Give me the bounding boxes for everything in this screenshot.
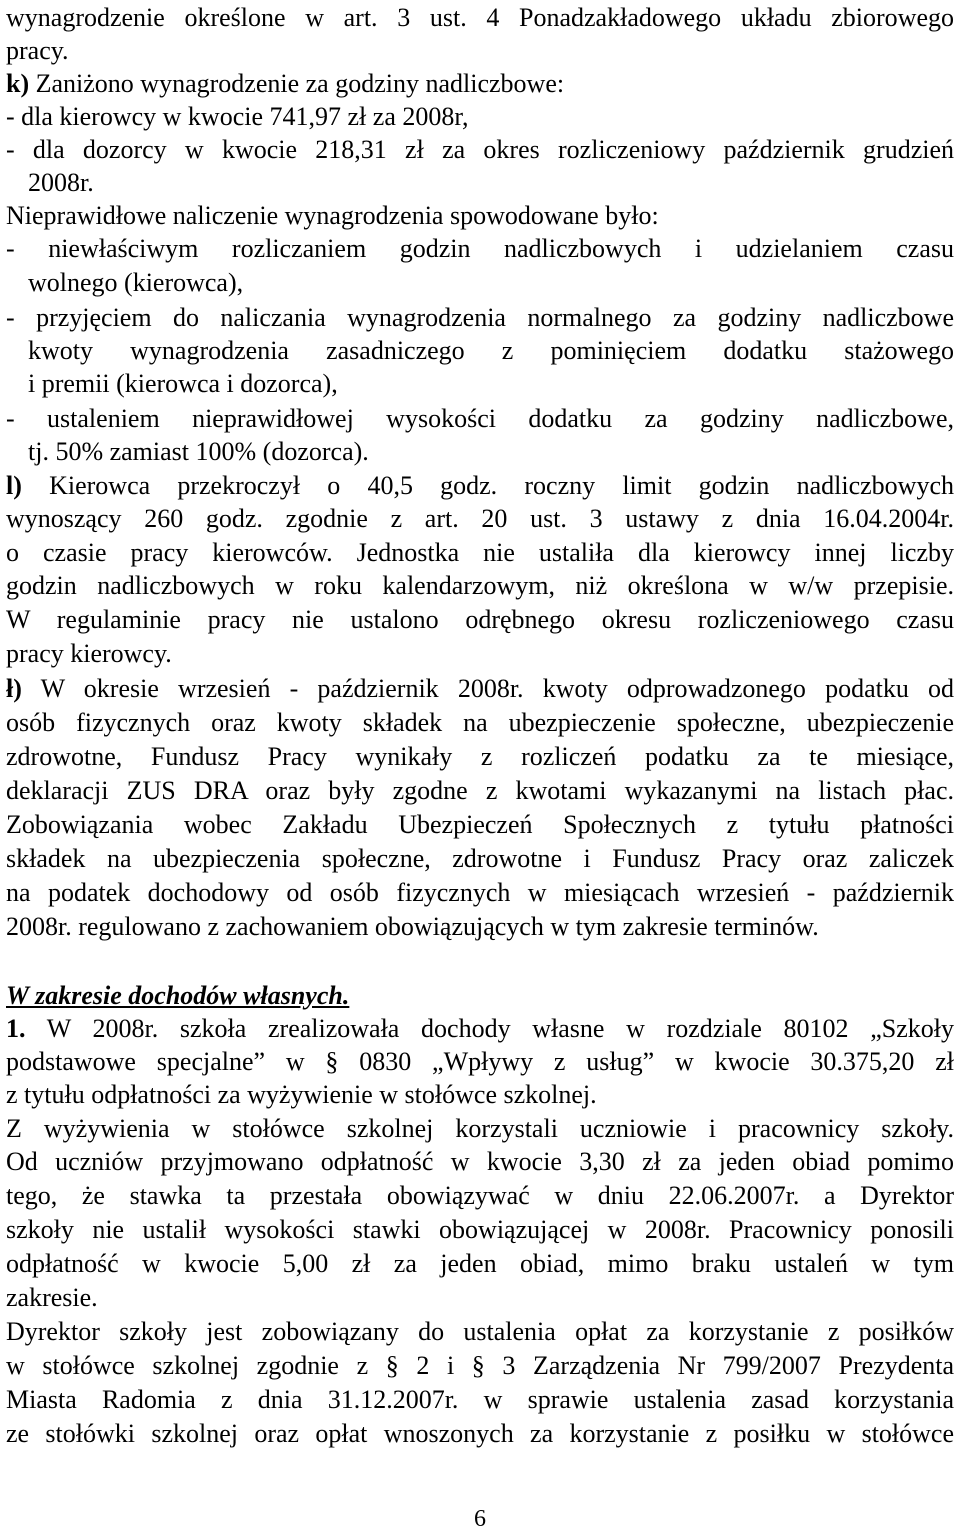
text-line: szkoły nie ustalił wysokości stawki obowiązującej w 2008r. Pracownicy ponosili [6,1215,954,1244]
text-line: pracy. [6,36,69,65]
text-line: wynoszący 260 godz. zgodnie z art. 20 ust. 3 ustawy z dnia 16.04.2004r. [6,504,954,533]
text-line: Dyrektor szkoły jest zobowiązany do ustalenia opłat za korzystanie z posiłków [6,1317,954,1346]
text-line: - dla dozorcy w kwocie 218,31 zł za okres rozliczeniowy październik grudzień [6,135,954,164]
text-line: tj. 50% zamiast 100% (dozorca). [28,437,369,466]
text-line: o czasie pracy kierowców. Jednostka nie ustaliła dla kierowcy innej liczby [6,538,954,567]
text-line: i premii (kierowca i dozorca), [28,369,338,398]
text-line: podstawowe specjalne” w § 0830 „Wpływy z usług” w kwocie 30.375,20 zł [6,1047,954,1076]
text-line: godzin nadliczbowych w roku kalendarzowym, niż określona w w/w przepisie. [6,571,954,600]
text-line: ze stołówki szkolnej oraz opłat wnoszonych za korzystanie z posiłku w stołówce [6,1419,954,1448]
section-l-line: l) Kierowca przekroczył o 40,5 godz. roczny limit godzin nadliczbowych [6,471,954,500]
text-line: - przyjęciem do naliczania wynagrodzenia normalnego za godziny nadliczbowe [6,303,954,332]
text-line: wynagrodzenie określone w art. 3 ust. 4 Ponadzakładowego układu zbiorowego [6,3,954,32]
text-line: Od uczniów przyjmowano odpłatność w kwocie 3,30 zł za jeden obiad pomimo [6,1147,954,1176]
text-line: 2008r. [28,168,94,197]
text-line: deklaracji ZUS DRA oraz były zgodne z kwotami wykazanymi na listach płac. [6,776,954,805]
section-l-marker: l) [6,471,22,500]
text-line: z tytułu odpłatności za wyżywienie w stołówce szkolnej. [6,1080,597,1109]
text-line: - niewłaściwym rozliczaniem godzin nadliczbowych i udzielaniem czasu [6,234,954,263]
text-line: tego, że stawka ta przestała obowiązywać w dniu 22.06.2007r. a Dyrektor [6,1181,954,1210]
text-line: 2008r. regulowano z zachowaniem obowiązujących w tym zakresie terminów. [6,912,819,941]
text-line: Zobowiązania wobec Zakładu Ubezpieczeń Społecznych z tytułu płatności [6,810,954,839]
text-line: - ustaleniem nieprawidłowej wysokości dodatku za godziny nadliczbowe, [6,404,954,433]
text-line: Z wyżywienia w stołówce szkolnej korzystali uczniowie i pracownicy szkoły. [6,1114,954,1143]
text-line: wolnego (kierowca), [28,268,244,297]
text-line: pracy kierowcy. [6,639,172,668]
text-line: kwoty wynagrodzenia zasadniczego z pominięciem dodatku stażowego [28,336,954,365]
item-1-marker: 1. [6,1014,26,1043]
text-line: składek na ubezpieczenia społeczne, zdrowotne i Fundusz Pracy oraz zaliczek [6,844,954,873]
item-1-line: 1. W 2008r. szkoła zrealizowała dochody własne w rozdziale 80102 „Szkoły [6,1014,954,1043]
text-line: osób fizycznych oraz kwoty składek na ubezpieczenie społeczne, ubezpieczenie [6,708,954,737]
section-heading: W zakresie dochodów własnych. [6,981,350,1010]
page-number: 6 [474,1506,486,1532]
text-line: zakresie. [6,1283,98,1312]
text-line: - dla kierowcy w kwocie 741,97 zł za 2008r, [6,102,469,131]
text-line: odpłatność w kwocie 5,00 zł za jeden obiad, mimo braku ustaleń w tym [6,1249,954,1278]
text-line: na podatek dochodowy od osób fizycznych w miesiącach wrzesień - październik [6,878,954,907]
section-k-line: k) Zaniżono wynagrodzenie za godziny nadliczbowe: [6,69,565,98]
section-l-stroke-marker: ł) [6,674,22,703]
section-l-stroke-line: ł) W okresie wrzesień - październik 2008r. kwoty odprowadzonego podatku od [6,674,954,703]
text-line: W regulaminie pracy nie ustalono odrębnego okresu rozliczeniowego czasu [6,605,954,634]
text-line: Miasta Radomia z dnia 31.12.2007r. w sprawie ustalenia zasad korzystania [6,1385,954,1414]
text-line: w stołówce szkolnej zgodnie z § 2 i § 3 Zarządzenia Nr 799/2007 Prezydenta [6,1351,954,1380]
section-k-marker: k) [6,69,30,98]
text-line: zdrowotne, Fundusz Pracy wynikały z rozliczeń podatku za te miesiące, [6,742,954,771]
text-line: Nieprawidłowe naliczenie wynagrodzenia spowodowane było: [6,201,659,230]
